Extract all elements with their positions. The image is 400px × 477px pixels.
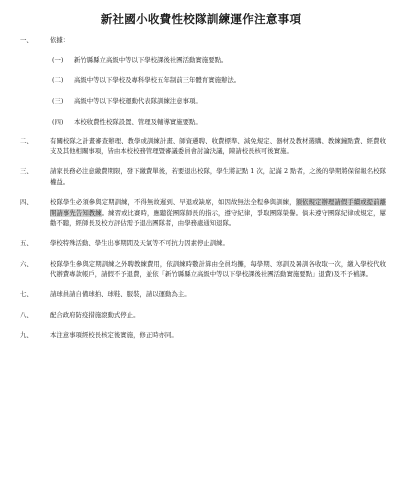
- section-6: [16, 259, 386, 280]
- section-5: [16, 238, 386, 249]
- section-number: 八、: [20, 310, 33, 319]
- list-item: [50, 75, 386, 86]
- section-number: 五、: [20, 239, 33, 248]
- subitem-number: (一): [52, 55, 64, 64]
- section-text: 本注意事項經校長核定後實施，修正時亦同。: [50, 330, 178, 339]
- section-text: 學校特殊活動、學生出事期間及天氣等不可抗力因素停止訓練。: [50, 239, 229, 248]
- section-number: 四、: [20, 198, 33, 207]
- subitem-text: 新竹縣縣立高級中等以下學校課後社團活動實施要點。: [74, 55, 228, 64]
- subitem-text: 高級中等以下學校及專科學校五年制前三年體育實施辦法。: [74, 76, 241, 85]
- section-4: [16, 197, 386, 229]
- section-number: 二、: [20, 136, 33, 145]
- section-number: 六、: [20, 259, 33, 268]
- section-number: 九、: [20, 330, 33, 339]
- section-1: [16, 35, 386, 128]
- subitem-number: (四): [52, 117, 64, 126]
- subitem-text: 高級中等以下學校運動代表隊訓練注意事項。: [74, 97, 202, 106]
- section-9: [16, 330, 386, 341]
- section-7: [16, 289, 386, 300]
- section-text-part: 校隊學生必須參與定期訓練，不得無故遲到、早退或缺席，如因故無法全程參與訓練，: [50, 198, 296, 207]
- list-item: [50, 96, 386, 107]
- section-number: 一、: [20, 36, 33, 44]
- document-title: 新社國小收費性校隊訓練運作注意事項: [100, 12, 302, 26]
- highlighted-text: 須依規定辦理請假手續或提前離開請事先告知教練: [50, 198, 387, 217]
- subitem-number: (三): [52, 97, 64, 106]
- subitem-number: (二): [52, 76, 64, 85]
- section-text: 請球員請自備球拍、球鞋、服裝，請以運動為主。: [50, 290, 191, 299]
- section-text: [50, 35, 386, 128]
- section-number: 七、: [20, 290, 33, 299]
- section-text: 校隊學生參與定期訓練之外聘教練費用，依訓練時數計算由全員均攤，每學期、寒訓及暑訓各收取一次，繳入學校代收代辦費專款帳戶，請假不予退費，並依「新竹縣縣立高級中等以下學校課後社團活動實施要點」退費)及不予補課。: [50, 259, 386, 279]
- list-item: [50, 55, 386, 66]
- subitem-text: 本校收費性校隊設置、管理及輔導實施要點。: [74, 117, 202, 126]
- section-text: [50, 197, 386, 229]
- list-item: [50, 117, 386, 128]
- section-heading: 依據：: [50, 36, 70, 44]
- section-text: 請家長務必注意繳費期限，發下繳費單後，若要退出校隊，學生將記點 1 次，記滿 2 點者，之後的學期將保留報名校隊權益。: [50, 167, 386, 186]
- section-8: [16, 310, 386, 321]
- subitem-list: [50, 55, 386, 128]
- section-2: [16, 136, 386, 157]
- section-text: 配合政府防疫措施滾動式停止。: [50, 310, 140, 319]
- section-text: 有關校隊之計畫審查辦理、教學或訓練計畫、師資遴聘、收費標準、減免規定、器材及教材選購、教練鐘點費、經費收支及其他相關事項，皆由本校校務管理暨審議委員會討論決議，陳請校長核可後實施。: [50, 136, 386, 156]
- section-3: [16, 166, 386, 187]
- section-text-part: 。練習或比賽時，應聽從團隊師長的指示，遵守紀律，爭取團隊榮譽。倘未遵守團隊紀律或規定，屢勸不聽，經師長及校方評估需予退出團隊者，由學務處通知退隊。: [50, 208, 386, 228]
- section-number: 三、: [20, 167, 33, 176]
